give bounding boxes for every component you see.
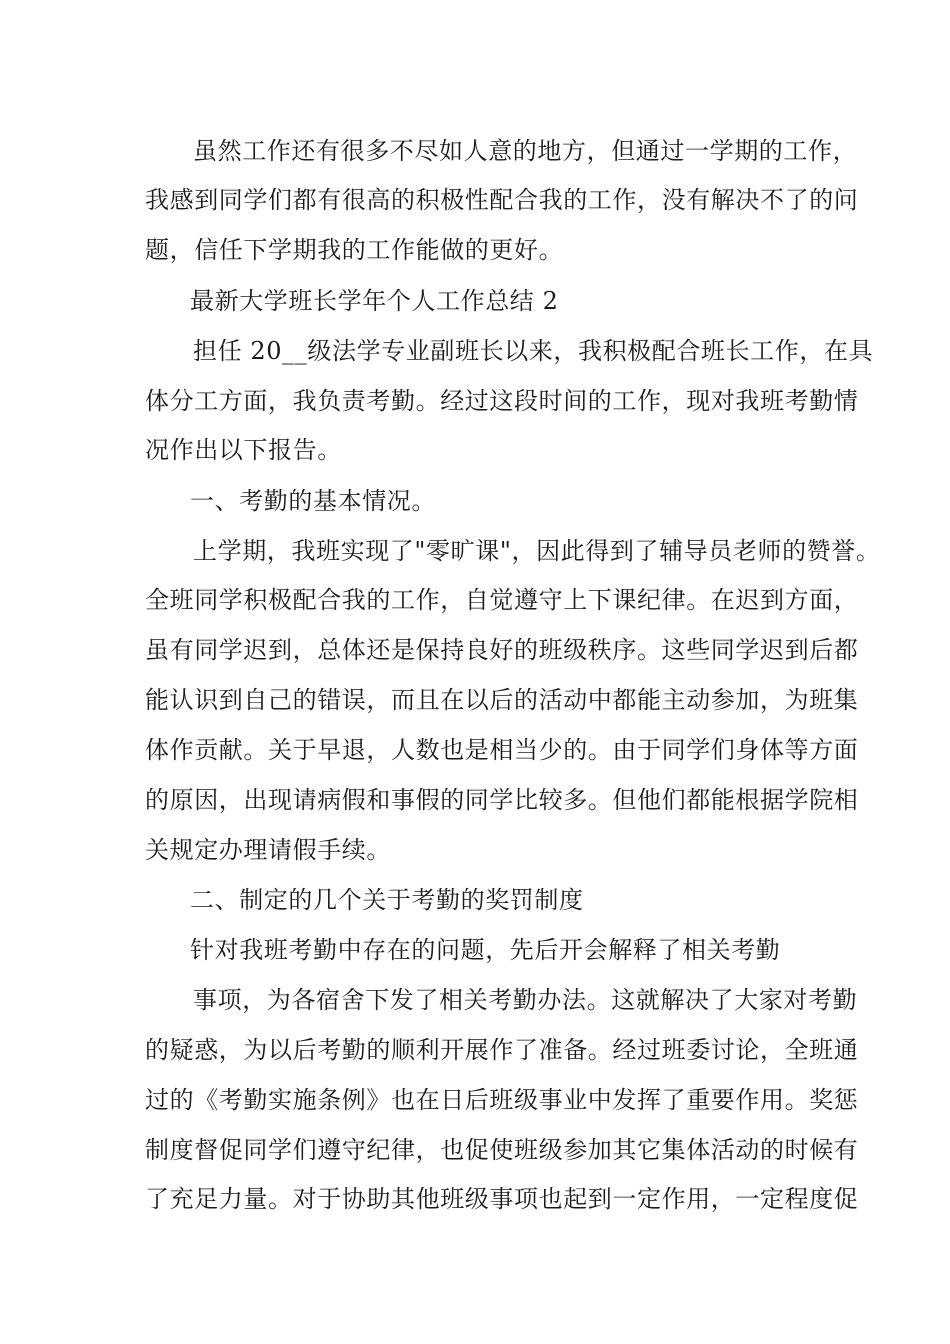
paragraph-line: 的原因，出现请病假和事假的同学比较多。但他们都能根据学院相 [145,786,859,814]
paragraph-line: 题，信任下学期我的工作能做的更好。 [145,236,564,264]
paragraph-line: 体作贡献。关于早退，人数也是相当少的。由于同学们身体等方面 [145,736,859,764]
paragraph-line: 况作出以下报告。 [145,436,342,464]
paragraph-line: 制度督促同学们遵守纪律，也促使班级参加其它集体活动的时候有 [145,1136,859,1164]
section-heading: 一、考勤的基本情况。 [190,487,436,515]
paragraph-line: 虽有同学迟到，总体还是保持良好的班级秩序。这些同学迟到后都 [145,636,859,664]
paragraph-line: 体分工方面，我负责考勤。经过这段时间的工作，现对我班考勤情 [145,387,859,415]
paragraph-line: 我感到同学们都有很高的积极性配合我的工作，没有解决不了的问 [145,186,859,214]
paragraph-line: 了充足力量。对于协助其他班级事项也起到一定作用，一定程度促 [145,1185,859,1213]
paragraph-line: 关规定办理请假手续。 [145,836,391,864]
section-heading: 最新大学班长学年个人工作总结 2 [190,287,559,315]
paragraph-line: 能认识到自己的错误，而且在以后的活动中都能主动参加，为班集 [145,686,859,714]
paragraph-line: 上学期，我班实现了"零旷课"，因此得到了辅导员老师的赞誉。 [193,537,881,565]
paragraph-line: 虽然工作还有很多不尽如人意的地方，但通过一学期的工作， [193,137,858,165]
paragraph-line: 事项，为各宿舍下发了相关考勤办法。这就解决了大家对考勤 [193,986,858,1014]
paragraph-line: 过的《考勤实施条例》也在日后班级事业中发挥了重要作用。奖惩 [145,1086,859,1114]
paragraph-line: 的疑惑，为以后考勤的顺利开展作了准备。经过班委讨论，全班通 [145,1036,859,1064]
paragraph-line: 担任 20__级法学专业副班长以来，我积极配合班长工作，在具 [193,337,874,365]
section-heading: 二、制定的几个关于考勤的奖罚制度 [190,886,584,914]
paragraph-line: 全班同学积极配合我的工作，自觉遵守上下课纪律。在迟到方面， [145,586,859,614]
paragraph-line: 针对我班考勤中存在的问题，先后开会解释了相关考勤 [190,936,781,964]
